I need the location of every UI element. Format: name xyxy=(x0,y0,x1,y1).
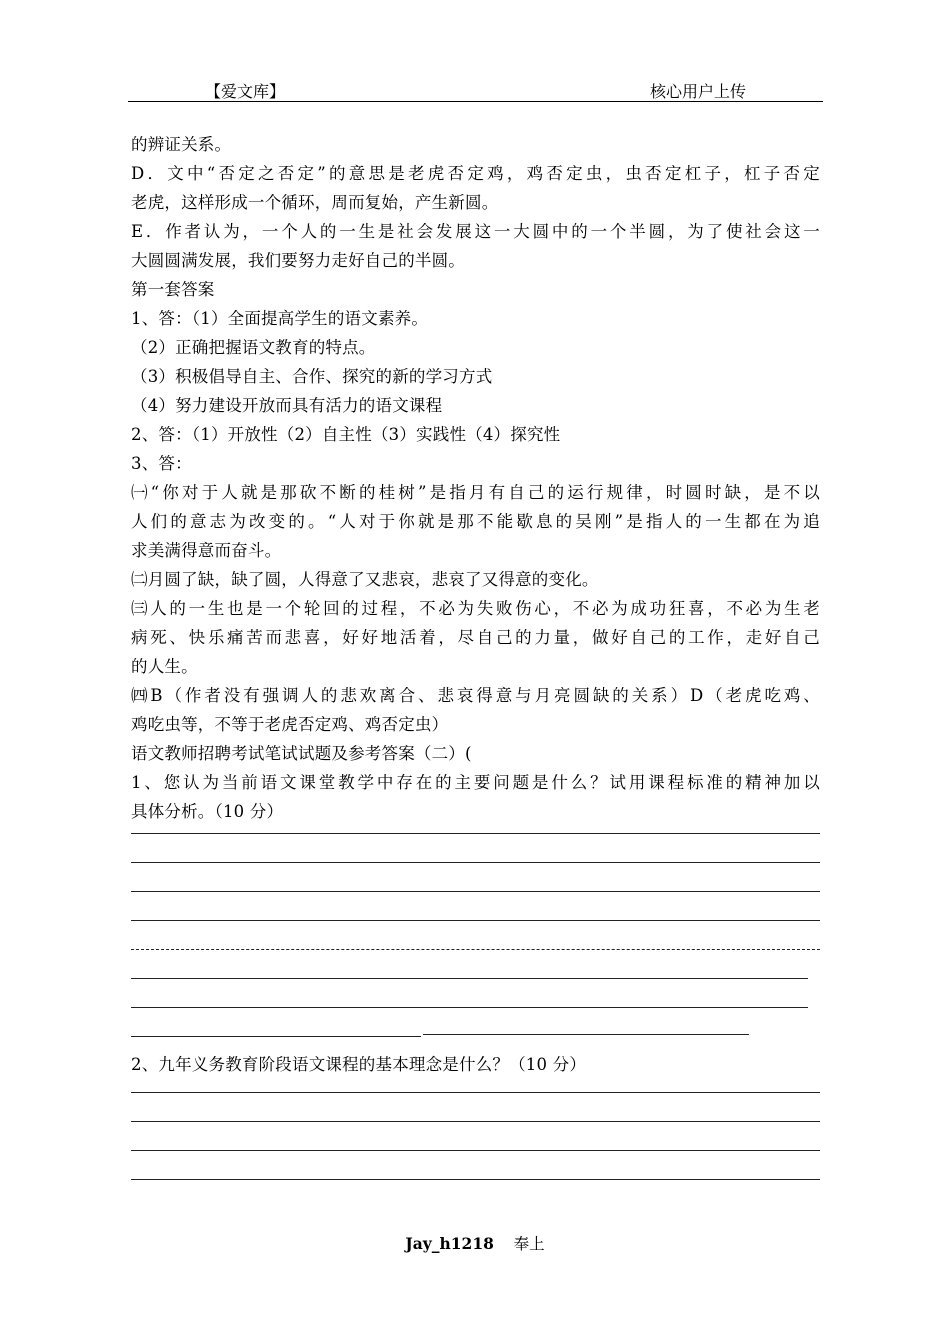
answer-line: ㈢人的一生也是一个轮回的过程，不必为失败伤心，不必为成功狂喜，不必为生老 xyxy=(131,599,820,618)
answer-line: 求美满得意而奋斗。 xyxy=(131,541,282,560)
page-footer xyxy=(0,1234,950,1254)
answer-line: 2、答：（1）开放性（2）自主性（3）实践性（4）探究性 xyxy=(131,425,561,444)
text-line: E．作者认为，一个人的一生是社会发展这一大圆中的一个半圆，为了使社会这一 xyxy=(131,222,820,241)
answer-blank-line xyxy=(131,978,808,979)
answer-blank-line xyxy=(131,862,820,863)
answer-blank-line xyxy=(131,1121,820,1122)
answer-blank-line xyxy=(131,1007,808,1008)
footer-author: Jay_h1218 xyxy=(405,1234,494,1253)
answer-blank-line xyxy=(131,1179,820,1180)
text-line: 老虎，这样形成一个循环，周而复始，产生新圆。 xyxy=(131,193,499,212)
answer-line: 病死、快乐痛苦而悲喜，好好地活着，尽自己的力量，做好自己的工作，走好自己 xyxy=(131,628,820,647)
text-line: 的辨证关系。 xyxy=(131,135,232,154)
text-line: D．文中“否定之否定”的意思是老虎否定鸡，鸡否定虫，虫否定杠子，杠子否定 xyxy=(131,164,820,183)
answer-line: （4）努力建设开放而具有活力的语文课程 xyxy=(131,396,443,415)
question-line: 2、九年义务教育阶段语文课程的基本理念是什么？（10 分） xyxy=(131,1055,587,1074)
answer-line: 3、答： xyxy=(131,454,192,473)
footer-note: 奉上 xyxy=(513,1235,545,1253)
answer-line: 的人生。 xyxy=(131,657,198,676)
answer-line: ㈡月圆了缺，缺了圆，人得意了又悲哀，悲哀了又得意的变化。 xyxy=(131,570,599,589)
exam-title: 语文教师招聘考试笔试试题及参考答案（二）( xyxy=(131,744,472,763)
header-source: 【爱文库】 xyxy=(205,82,286,101)
header-uploader: 核心用户上传 xyxy=(650,82,747,101)
answer-line: 人们的意志为改变的。“人对于你就是那不能歇息的吴刚”是指人的一生都在为追 xyxy=(131,512,820,531)
header-rule xyxy=(128,101,823,102)
text-line: 大圆圆满发展，我们要努力走好自己的半圆。 xyxy=(131,251,465,270)
answer-blank-line xyxy=(131,891,820,892)
answer-blank-line xyxy=(131,1092,820,1093)
answer-line: 鸡吃虫等，不等于老虎否定鸡、鸡否定虫） xyxy=(131,715,449,734)
answer-line: （3）积极倡导自主、合作、探究的新的学习方式 xyxy=(131,367,493,386)
answer-line: ㈣B（作者没有强调人的悲欢离合、悲哀得意与月亮圆缺的关系）D（老虎吃鸡、 xyxy=(131,686,820,705)
answer-blank-line xyxy=(131,833,820,834)
answer-blank-line xyxy=(131,1150,820,1151)
answer-blank-line xyxy=(131,949,820,950)
answer-blank-line xyxy=(131,1036,421,1037)
answer-line: （2）正确把握语文教育的特点。 xyxy=(131,338,376,357)
question-line: 具体分析。（10 分） xyxy=(131,802,284,821)
answer-blank-line xyxy=(423,1034,749,1035)
answer-blank-line xyxy=(131,920,820,921)
answer-line: 1、答：（1）全面提高学生的语文素养。 xyxy=(131,309,429,328)
question-line: 1、您认为当前语文课堂教学中存在的主要问题是什么？试用课程标准的精神加以 xyxy=(131,773,820,792)
section-title: 第一套答案 xyxy=(131,280,215,299)
answer-line: ㈠“你对于人就是那砍不断的桂树”是指月有自己的运行规律，时圆时缺，是不以 xyxy=(131,483,820,502)
